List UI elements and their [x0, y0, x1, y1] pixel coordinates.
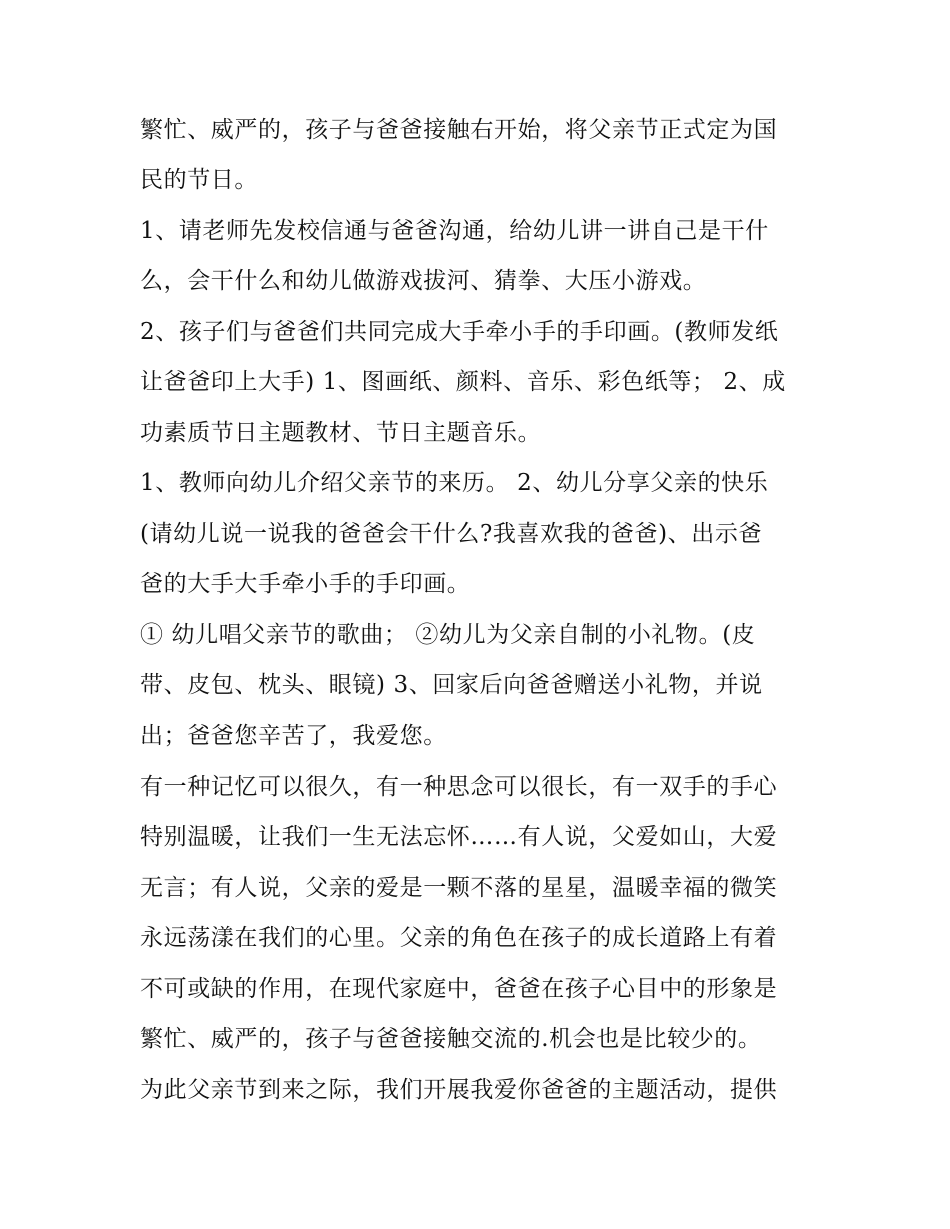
text-line-1: 繁忙、威严的，孩子与爸爸接触右开始，将父亲节正式定为国	[140, 117, 778, 143]
text-line-19: 繁忙、威严的，孩子与爸爸接触交流的.机会也是比较少的。	[140, 1026, 762, 1052]
text-line-20: 为此父亲节到来之际，我们开展我爱你爸爸的主题活动，提供	[140, 1077, 778, 1103]
text-line-5: 2、孩子们与爸爸们共同完成大手牵小手的手印画。(教师发纸	[140, 319, 779, 345]
text-line-13: 出；爸爸您辛苦了，我爱您。	[140, 723, 447, 749]
text-line-18: 不可或缺的作用，在现代家庭中，爸爸在孩子心目中的形象是	[140, 976, 778, 1002]
text-line-7: 功素质节日主题教材、节日主题音乐。	[140, 420, 542, 446]
text-line-4: 么，会干什么和幼儿做游戏拔河、猜拳、大压小游戏。	[140, 268, 707, 294]
text-line-15: 特别温暖，让我们一生无法忘怀……有人说，父爱如山，大爱	[140, 824, 778, 850]
text-line-12: 带、皮包、枕头、眼镜) 3、回家后向爸爸赠送小礼物，并说	[140, 672, 763, 698]
text-line-14: 有一种记忆可以很久，有一种思念可以很长，有一双手的手心	[140, 774, 778, 800]
text-line-3: 1、请老师先发校信通与爸爸沟通，给幼儿讲一讲自己是干什	[140, 218, 769, 244]
text-line-16: 无言；有人说，父亲的爱是一颗不落的星星，温暖幸福的微笑	[140, 875, 778, 901]
text-line-2: 民的节日。	[140, 167, 258, 193]
text-line-9: (请幼儿说一说我的爸爸会干什么?我喜欢我的爸爸)、出示爸	[140, 521, 763, 547]
text-line-8: 1、教师向幼儿介绍父亲节的来历。 2、幼儿分享父亲的快乐	[140, 470, 769, 496]
text-line-17: 永远荡漾在我们的心里。父亲的角色在孩子的成长道路上有着	[140, 925, 778, 951]
text-line-10: 爸的大手大手牵小手的手印画。	[140, 571, 471, 597]
text-line-6: 让爸爸印上大手) 1、图画纸、颜料、音乐、彩色纸等； 2、成	[140, 369, 786, 395]
text-line-11: ① 幼儿唱父亲节的歌曲； ②幼儿为父亲自制的小礼物。(皮	[140, 622, 756, 648]
